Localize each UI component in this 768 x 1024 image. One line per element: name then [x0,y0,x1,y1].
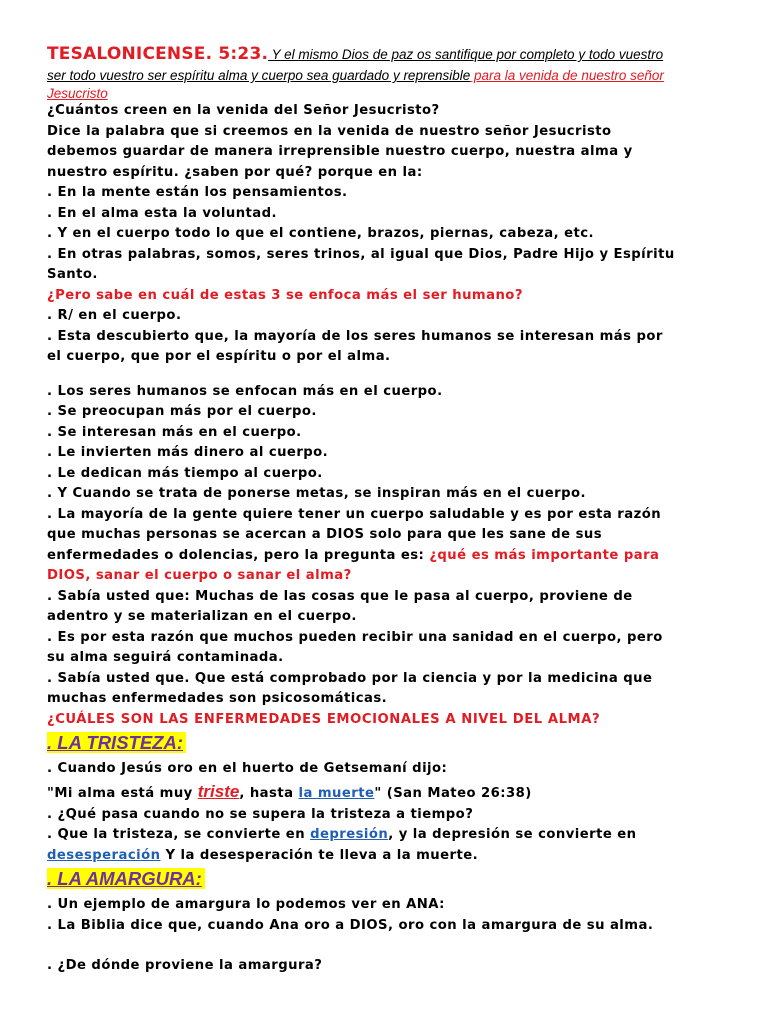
paragraph-line: nuestro espíritu. ¿saben por qué? porque en la: [47,164,423,180]
intro-line-2: ser todo vuestro ser espíritu alma y cuerpo sea guardado y reprensible para la venida de nuestro señor [47,68,664,83]
paragraph-line: que muchas personas se acercan a DIOS solo para que les sane de sus [47,527,603,542]
paragraph-line: su alma seguirá contaminada. [47,650,284,665]
verse-text: Y el mismo Dios de paz os santifique por completo y todo vuestro [268,47,664,62]
list-item: . La mayoría de la gente quiere tener un cuerpo saludable y es por esta razón [47,506,662,522]
paragraph-line: adentro y se materializan en el cuerpo. [47,609,357,624]
list-item: . Le dedican más tiempo al cuerpo. [47,465,323,481]
paragraph-line: el cuerpo, que por el espíritu o por el alma. [47,349,391,364]
list-item: . Un ejemplo de amargura lo podemos ver en ANA: [47,897,445,912]
document-body [47,44,739,977]
list-item: . Los seres humanos se enfocan más en el cuerpo. [47,383,443,399]
paragraph-line: ¿Cuántos creen en la venida del Señor Jesucristo? [47,103,440,118]
list-item: . ¿Qué pasa cuando no se supera la tristeza a tiempo? [47,806,474,822]
scripture-reference: TESALONICENSE. 5:23 [47,44,262,64]
list-item: . ¿De dónde proviene la amargura? [47,958,323,973]
list-item: . Esta descubierto que, la mayoría de los seres humanos se interesan más por [47,328,663,344]
intro-line-3: Jesucristo [47,86,108,101]
paragraph-line: debemos guardar de manera irreprensible nuestro cuerpo, nuestra alma y [47,144,633,159]
question-line: ¿Pero sabe en cuál de estas 3 se enfoca más el ser humano? [47,287,523,303]
list-item: . R/ en el cuerpo. [47,308,182,323]
paragraph-line: Dice la palabra que si creemos en la venida de nuestro señor Jesucristo [47,123,612,139]
list-item: . Sabía usted que: Muchas de las cosas que le pasa al cuerpo, proviene de [47,588,633,604]
hyperlink[interactable]: depresión [310,827,389,842]
section-heading-amargura: . LA AMARGURA: [47,866,739,895]
spacer [47,368,739,382]
list-item: . Cuando Jesús oro en el huerto de Getsemaní dijo: [47,761,448,776]
list-item: . Es por esta razón que muchos pueden recibir una sanidad en el cuerpo, pero [47,629,663,645]
list-item: . Y en el cuerpo todo lo que el contiene, brazos, piernas, cabeza, etc. [47,226,594,241]
list-item: . La Biblia dice que, cuando Ana oro a DIOS, oro con la amargura de su alma. [47,917,654,933]
list-item: . En la mente están los pensamientos. [47,185,348,200]
highlight-question: DIOS, sanar el cuerpo o sanar el alma? [47,568,352,583]
quote-line: "Mi alma está muy triste, hasta la muerte" (San Mateo 26:38) [47,781,532,801]
list-item: . Se preocupan más por el cuerpo. [47,404,317,419]
intro-line-1: TESALONICENSE. 5:23. Y el mismo Dios de paz os santifique por completo y todo vuestro [47,44,664,64]
highlight-question: ¿qué es más importante para [429,547,660,563]
section-question: ¿CUÁLES SON LAS ENFERMEDADES EMOCIONALES A NIVEL DEL ALMA? [47,711,601,727]
emphasis-word: triste [197,781,240,801]
list-item: . Se interesan más en el cuerpo. [47,424,302,440]
list-item: . Le invierten más dinero al cuerpo. [47,445,329,460]
section-heading-tristeza: . LA TRISTEZA: [47,730,739,759]
list-item: . En el alma esta la voluntad. [47,205,277,221]
paragraph-line: muchas enfermedades son psicosomáticas. [47,691,388,706]
paragraph-line: desesperación Y la desesperación te lleva a la muerte. [47,847,479,863]
hyperlink[interactable]: desesperación [47,847,161,863]
list-item: . Y Cuando se trata de ponerse metas, se inspiran más en el cuerpo. [47,486,586,501]
paragraph-line: enfermedades o dolencias, pero la pregunta es: ¿qué es más importante para [47,547,660,563]
list-item: . En otras palabras, somos, seres trinos, al igual que Dios, Padre Hijo y Espíritu [47,246,675,262]
spacer [47,936,739,956]
list-item: . Sabía usted que. Que está comprobado por la ciencia y por la medicina que [47,670,653,686]
paragraph-line: Santo. [47,267,98,282]
list-item: . Que la tristeza, se convierte en depresión, y la depresión se convierte en [47,827,637,842]
hyperlink[interactable]: la muerte [298,785,375,801]
